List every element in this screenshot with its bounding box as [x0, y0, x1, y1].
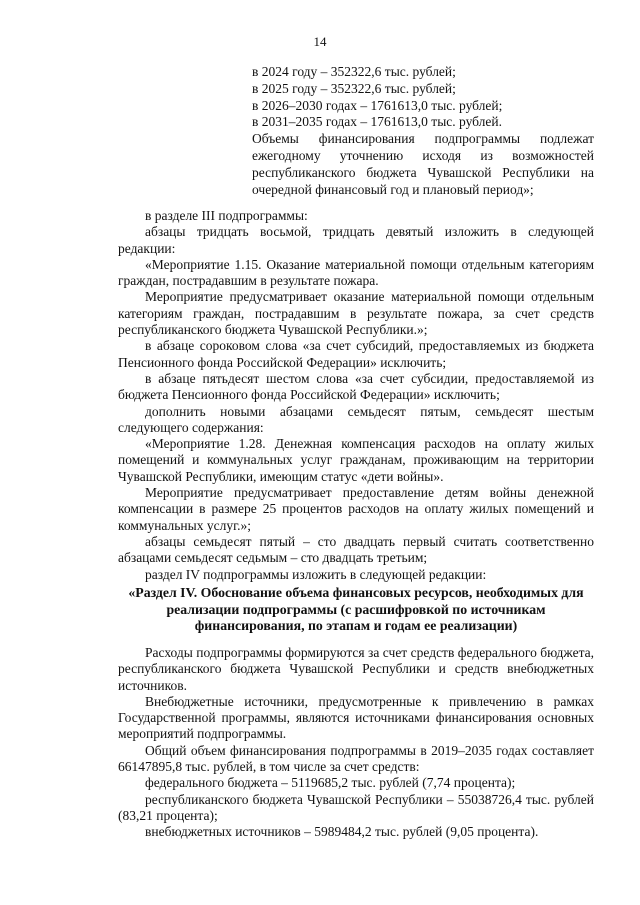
paragraph: «Мероприятие 1.28. Денежная компенсация расходов на оплату жилых помещений и коммунальных услуг гражданам, проживающим на территории Чувашской Республики, имеющим статус «дети войны». — [118, 436, 594, 484]
page-number: 14 — [313, 34, 327, 49]
paragraph: в абзаце сороковом слова «за счет субсидий, предоставляемых из бюджета Пенсионного фонда Российской Федерации» исключить; — [118, 338, 594, 370]
text-line: в 2026–2030 годах – 1761613,0 тыс. рублей; — [252, 97, 503, 113]
paragraph: Мероприятие предусматривает оказание материальной помощи отдельным категориям граждан, пострадавшим в результате пожара, за счет средств республиканского бюджета Чувашской Республики.»; — [118, 289, 594, 338]
paragraph: Внебюджетные источники, предусмотренные к привлечению в рамках Государственной программы, являются источниками финансирования основных мероприятий подпрограммы. — [118, 693, 594, 742]
paragraph: Мероприятие предусматривает предоставление детям войны денежной компенсации в размере 25 процентов расходов на оплату жилых помещений и коммунальных услуг.»; — [118, 485, 594, 533]
paragraph: дополнить новыми абзацами семьдесят пятым, семьдесят шестым следующего содержания: — [118, 403, 594, 435]
financing-section — [118, 645, 594, 841]
text-line: в 2031–2035 годах – 1761613,0 тыс. рублей. — [252, 114, 503, 130]
paragraph: абзацы тридцать восьмой, тридцать девятый изложить в следующей редакции: — [118, 224, 594, 256]
section-heading: «Раздел IV. Обоснование объема финансовых ресурсов, необходимых для реализации подпрограммы (с расшифровкой по источникам финансирования, по этапам и годам ее реализации) — [128, 585, 584, 633]
paragraph: внебюджетных источников – 5989484,2 тыс. рублей (9,05 процента). — [145, 824, 539, 840]
paragraph: республиканского бюджета Чувашской Республики – 55038726,4 тыс. рублей (83,21 процента); — [118, 791, 594, 823]
paragraph: федерального бюджета – 5119685,2 тыс. рублей (7,74 процента); — [145, 775, 516, 791]
text-line: в 2025 году – 352322,6 тыс. рублей; — [252, 80, 456, 96]
paragraph: «Мероприятие 1.15. Оказание материальной помощи отдельным категориям граждан, пострадавшим в результате пожара. — [118, 256, 594, 289]
amendments-section — [118, 208, 594, 583]
text-line: в 2024 году – 352322,6 тыс. рублей; — [252, 64, 456, 79]
paragraph: в разделе III подпрограммы: — [145, 208, 308, 223]
paragraph: абзацы семьдесят пятый – сто двадцать первый считать соответственно абзацами семьдесят седьмым – сто двадцать третьим; — [118, 533, 594, 566]
paragraph: Общий объем финансирования подпрограммы в 2019–2035 годах составляет 66147895,8 тыс. рублей, в том числе за счет средств: — [118, 742, 594, 775]
text-paragraph: Объемы финансирования подпрограммы подлежат ежегодному уточнению исходя из возможностей республиканского бюджета Чувашской Республики на очередной финансовый год и плановый период»; — [252, 131, 594, 197]
paragraph: раздел IV подпрограммы изложить в следующей редакции: — [145, 566, 487, 582]
financing-by-year-block — [252, 64, 594, 198]
paragraph: Расходы подпрограммы формируются за счет средств федерального бюджета, республиканского бюджета Чувашской Республики и средств внебюджетных источников. — [118, 645, 594, 693]
paragraph: в абзаце пятьдесят шестом слова «за счет субсидии, предоставляемой из бюджета Пенсионного фонда Российской Федерации» исключить; — [118, 370, 594, 403]
